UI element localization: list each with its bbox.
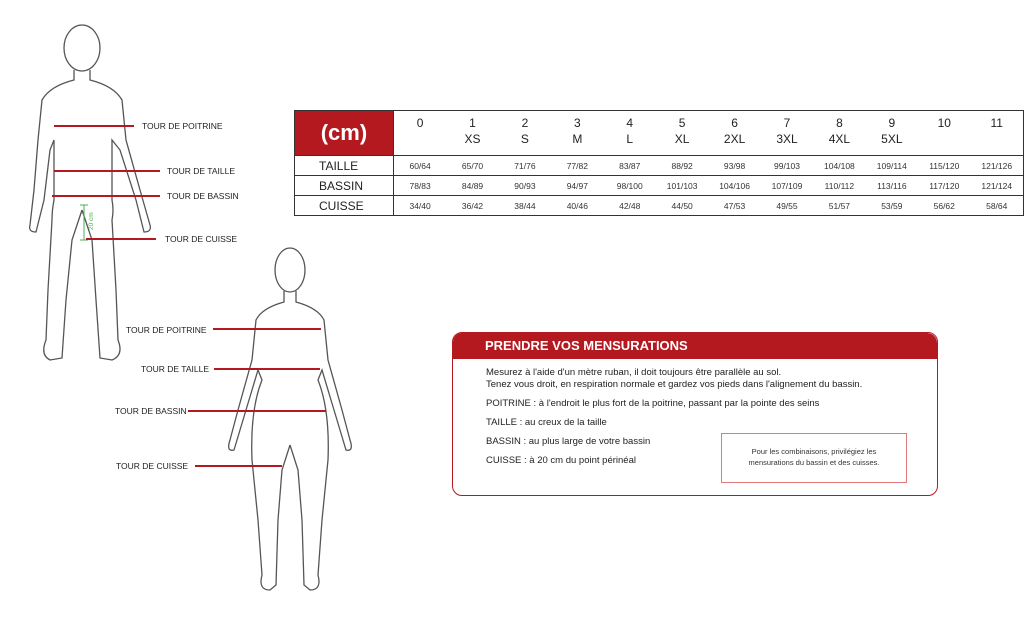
table-cell: 88/92 [656, 156, 708, 176]
size-table [294, 110, 1024, 216]
table-cell: 93/98 [708, 156, 760, 176]
table-row-cuisse [295, 196, 1024, 216]
thigh-offset-label: 20 cm [88, 212, 95, 230]
size-col-4: 4 L [626, 116, 634, 146]
table-cell: 53/59 [866, 196, 918, 216]
measure-intro-1: Mesurez à l'aide d'un mètre ruban, il doit toujours être parallèle au sol. [486, 367, 782, 378]
measure-title: PRENDRE VOS MENSURATIONS [453, 333, 937, 359]
row-label-cuisse: CUISSE [295, 196, 394, 216]
table-cell: 49/55 [761, 196, 813, 216]
table-cell: 60/64 [393, 156, 446, 176]
measure-poitrine: POITRINE : à l'endroit le plus fort de la poitrine, passant par la pointe des seins [486, 398, 820, 409]
female-chest-label: TOUR DE POITRINE [126, 325, 207, 335]
size-col-3: 3 M [572, 116, 583, 146]
table-row-bassin [295, 176, 1024, 196]
table-cell: 121/126 [970, 156, 1023, 176]
table-cell: 109/114 [866, 156, 918, 176]
size-col-7: 7 3XL [776, 116, 798, 146]
male-thigh-line [86, 238, 156, 240]
table-cell: 104/108 [813, 156, 865, 176]
size-col-0: 0 [416, 116, 424, 130]
table-cell: 115/120 [918, 156, 970, 176]
size-col-11: 11 [990, 116, 1003, 130]
female-figure [229, 248, 352, 590]
row-label-taille: TAILLE [295, 156, 394, 176]
table-cell: 56/62 [918, 196, 970, 216]
table-cell: 51/57 [813, 196, 865, 216]
table-cell: 113/116 [866, 176, 918, 196]
size-col-6: 6 2XL [723, 116, 746, 146]
female-hips-line [188, 410, 326, 412]
table-cell: 117/120 [918, 176, 970, 196]
table-cell: 47/53 [708, 196, 760, 216]
table-cell: 36/42 [446, 196, 498, 216]
table-cell: 94/97 [551, 176, 603, 196]
male-thigh-label: TOUR DE CUISSE [165, 234, 238, 244]
size-col-5: 5 XL [674, 116, 690, 146]
male-figure [30, 25, 151, 360]
size-header-row [295, 111, 1024, 156]
size-col-1: 1 XS [464, 116, 481, 146]
table-cell: 107/109 [761, 176, 813, 196]
table-cell: 77/82 [551, 156, 603, 176]
table-cell: 83/87 [604, 156, 656, 176]
size-col-8: 8 4XL [828, 116, 851, 146]
male-chest-label: TOUR DE POITRINE [142, 121, 223, 131]
table-cell: 40/46 [551, 196, 603, 216]
measure-instructions-box [452, 332, 938, 496]
measure-intro-2: Tenez vous droit, en respiration normale et gardez vos pieds dans l'alignement du bassin. [486, 379, 863, 390]
table-cell: 101/103 [656, 176, 708, 196]
table-cell: 121/124 [970, 176, 1023, 196]
size-col-2: 2 S [520, 116, 529, 146]
table-row-taille [295, 156, 1024, 176]
table-cell: 65/70 [446, 156, 498, 176]
table-cell: 84/89 [446, 176, 498, 196]
table-cell: 104/106 [708, 176, 760, 196]
table-cell: 71/76 [499, 156, 551, 176]
female-thigh-label: TOUR DE CUISSE [116, 461, 189, 471]
female-thigh-line [195, 465, 282, 467]
note-line-1: Pour les combinaisons, privilégiez les [751, 447, 877, 456]
male-hips-label: TOUR DE BASSIN [167, 191, 239, 201]
measure-taille: TAILLE : au creux de la taille [486, 417, 607, 428]
table-cell: 38/44 [499, 196, 551, 216]
table-cell: 90/93 [499, 176, 551, 196]
table-cell: 98/100 [604, 176, 656, 196]
table-cell: 44/50 [656, 196, 708, 216]
note-box [721, 433, 907, 483]
table-cell: 78/83 [393, 176, 446, 196]
male-waist-line [54, 170, 160, 172]
unit-cell: (cm) [295, 111, 394, 156]
measure-bassin: BASSIN : au plus large de votre bassin [486, 436, 651, 447]
female-waist-label: TOUR DE TAILLE [141, 364, 210, 374]
size-col-9: 9 5XL [881, 116, 903, 146]
table-cell: 99/103 [761, 156, 813, 176]
measure-cuisse: CUISSE : à 20 cm du point périnéal [486, 455, 636, 466]
table-cell: 42/48 [604, 196, 656, 216]
male-chest-line [54, 125, 134, 127]
female-waist-line [214, 368, 320, 370]
table-cell: 110/112 [813, 176, 865, 196]
size-col-10: 10 [937, 116, 951, 130]
male-waist-label: TOUR DE TAILLE [167, 166, 236, 176]
table-cell: 34/40 [393, 196, 446, 216]
male-hips-line [52, 195, 160, 197]
table-cell: 58/64 [970, 196, 1023, 216]
note-line-2: mensurations du bassin et des cuisses. [748, 458, 880, 467]
row-label-bassin: BASSIN [295, 176, 394, 196]
female-chest-line [213, 328, 321, 330]
female-hips-label: TOUR DE BASSIN [115, 406, 187, 416]
